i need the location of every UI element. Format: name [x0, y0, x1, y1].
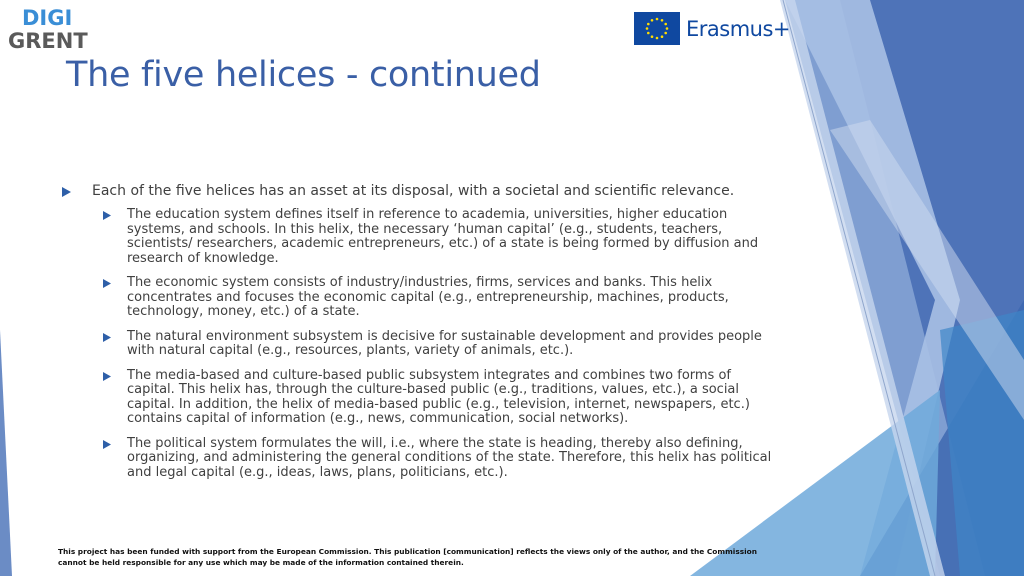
- sub-bullet-item: [62, 437, 782, 481]
- bullet-arrow-icon: [103, 369, 127, 381]
- sub-bullet-item: [62, 330, 782, 359]
- logo-line-2: GRENT: [8, 29, 88, 53]
- slide-title: The five helices - continued: [66, 55, 541, 95]
- digi-grent-logo: [8, 6, 88, 52]
- bullet-arrow-icon: [62, 182, 92, 197]
- logo-line-1: DIGI: [22, 6, 73, 30]
- sub-bullet-item: [62, 369, 782, 427]
- sub-bullet-text: The economic system consists of industry/industries, firms, services and banks. This helix concentrates and focuses the economic capital (e.g., entrepreneurship, machines, products, technology, money, etc.) of a state.: [127, 275, 729, 319]
- sub-bullet-item: [62, 276, 782, 320]
- eu-flag-icon: [634, 12, 680, 45]
- funding-disclaimer: This project has been funded with support from the European Commission. This publication [communication] reflects the views only of the author, and the Commission cannot be held responsible for any use which may be made of the information contained therein.: [58, 547, 757, 567]
- main-bullet-text: Each of the five helices has an asset at its disposal, with a societal and scientific relevance.: [92, 183, 735, 199]
- bullet-arrow-icon: [103, 437, 127, 449]
- sub-bullet-text: The political system formulates the will, i.e., where the state is heading, thereby also defining, organizing, and administering the general conditions of the state. Therefore, this helix has political and legal capital (e.g., ideas, laws, plans, politicians, etc.).: [127, 435, 772, 480]
- bullet-arrow-icon: [103, 208, 127, 220]
- erasmus-logo: [634, 12, 794, 46]
- sub-bullet-text: The natural environment subsystem is decisive for sustainable development and provides people with natural capital (e.g., resources, plants, variety of animals, etc.).: [127, 328, 762, 358]
- bullet-arrow-icon: [103, 276, 127, 288]
- bullet-arrow-icon: [103, 330, 127, 342]
- sub-bullet-item: [62, 208, 782, 266]
- main-bullet: [62, 182, 782, 200]
- erasmus-label: Erasmus+: [686, 17, 791, 41]
- sub-bullet-text: The education system defines itself in reference to academia, universities, higher education systems, and schools. In this helix, the necessary ‘human capital’ (e.g., students, teachers, scientists/ researchers, academic entrepreneurs, etc.) of a state is being formed by diffusion and research of knowledge.: [127, 207, 759, 266]
- slide-body: [62, 182, 782, 490]
- sub-bullet-text: The media-based and culture-based public subsystem integrates and combines two forms of capital. This helix has, through the culture-based public (e.g., traditions, values, etc.), a social capital. In addition, the helix of media-based public (e.g., television, internet, newspapers, etc.) contains capital of information (e.g., news, communication, social networks).: [127, 367, 750, 426]
- sub-bullet-list: [62, 208, 782, 480]
